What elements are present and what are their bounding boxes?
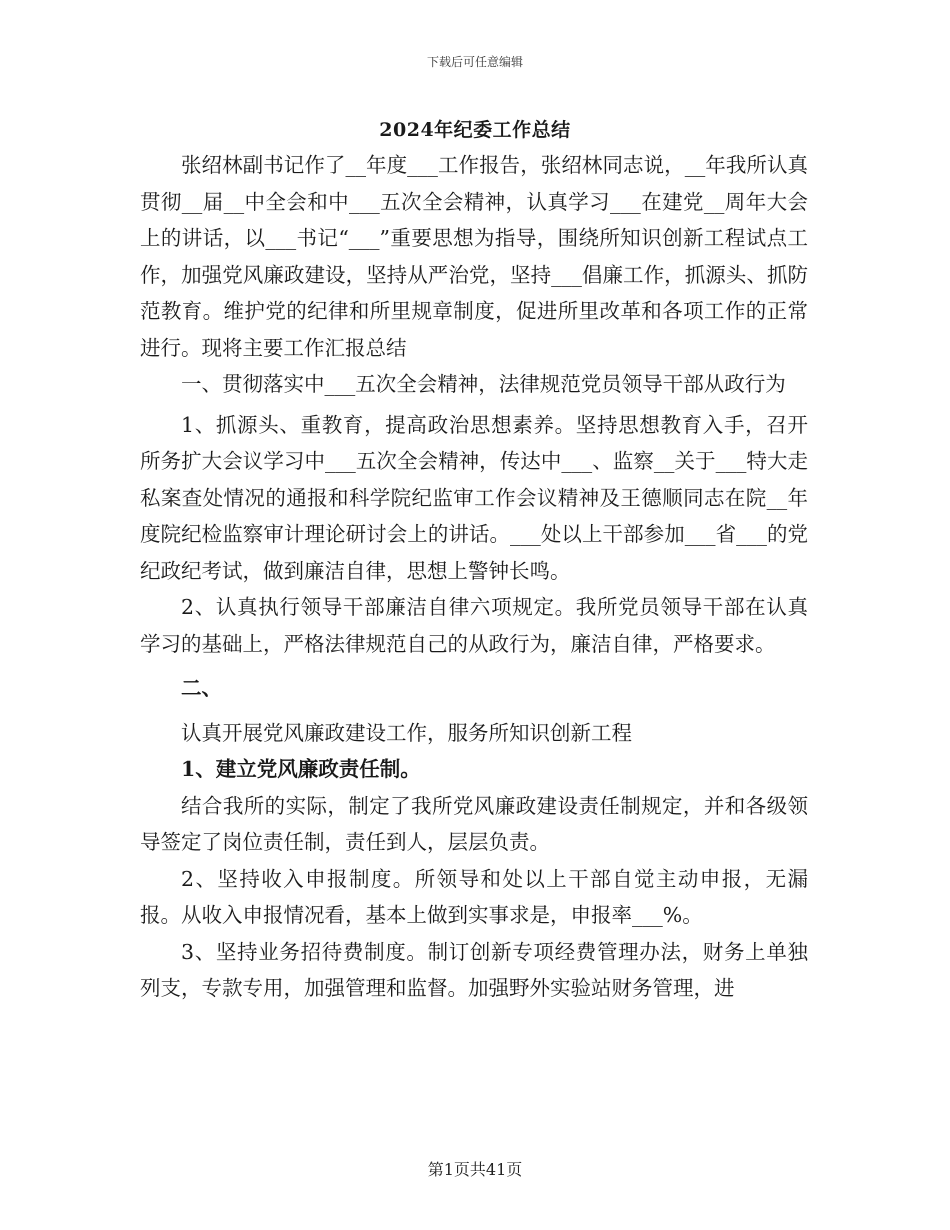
paragraph-item-1-2: 2、认真执行领导干部廉洁自律六项规定。我所党员领导干部在认真学习的基础上，严格法律规范自己的从政行为，廉洁自律，严格要求。	[140, 595, 808, 656]
paragraph-intro: 张绍林副书记作了__年度___工作报告，张绍林同志说，__年我所认真贯彻__届__中全会和中___五次全会精神，认真学习___在建党__周年大会上的讲话，以___书记“___”重要思想为指导，围绕所知识创新工程试点工作，加强党风廉政建设，坚持从严治党，坚持___倡廉工作，抓源头、抓防范教育。维护党的纪律和所里规章制度，促进所里改革和各项工作的正常进行。现将主要工作汇报总结	[140, 153, 808, 360]
paragraph-item-2-1-heading: 1、建立党风廉政责任制。	[181, 757, 421, 781]
document-body	[140, 147, 808, 1007]
paragraph-item-2-2: 2、坚持收入申报制度。所领导和处以上干部自觉主动申报，无漏报。从收入申报情况看，基本上做到实事求是，申报率___%。	[140, 866, 808, 927]
document-title: 2024年纪委工作总结	[379, 119, 571, 141]
paragraph-item-1-1: 1、抓源头、重教育，提高政治思想素养。坚持思想教育入手，召开所务扩大会议学习中___五次全会精神，传达中___、监察__关于___特大走私案查处情况的通报和科学院纪监审工作会议精神及王德顺同志在院__年度院纪检监察审计理论研讨会上的讲话。___处以上干部参加___省___的党纪政纪考试，做到廉洁自律，思想上警钟长鸣。	[140, 412, 808, 583]
header-note: 下载后可任意编辑	[426, 55, 523, 69]
paragraph-section-2-number: 二、	[181, 676, 222, 700]
page-number: 第1页共41页	[427, 1160, 523, 1179]
paragraph-item-2-3: 3、坚持业务招待费制度。制订创新专项经费管理办法，财务上单独列支，专款专用，加强管理和监督。加强野外实验站财务管理，进	[140, 939, 808, 1000]
paragraph-item-2-1-body: 结合我所的实际，制定了我所党风廉政建设责任制规定，并和各级领导签定了岗位责任制，责任到人，层层负责。	[140, 793, 808, 854]
paragraph-section-1-heading: 一、贯彻落实中___五次全会精神，法律规范党员领导干部从政行为	[181, 372, 786, 396]
paragraph-section-2-heading: 认真开展党风廉政建设工作，服务所知识创新工程	[181, 720, 632, 745]
